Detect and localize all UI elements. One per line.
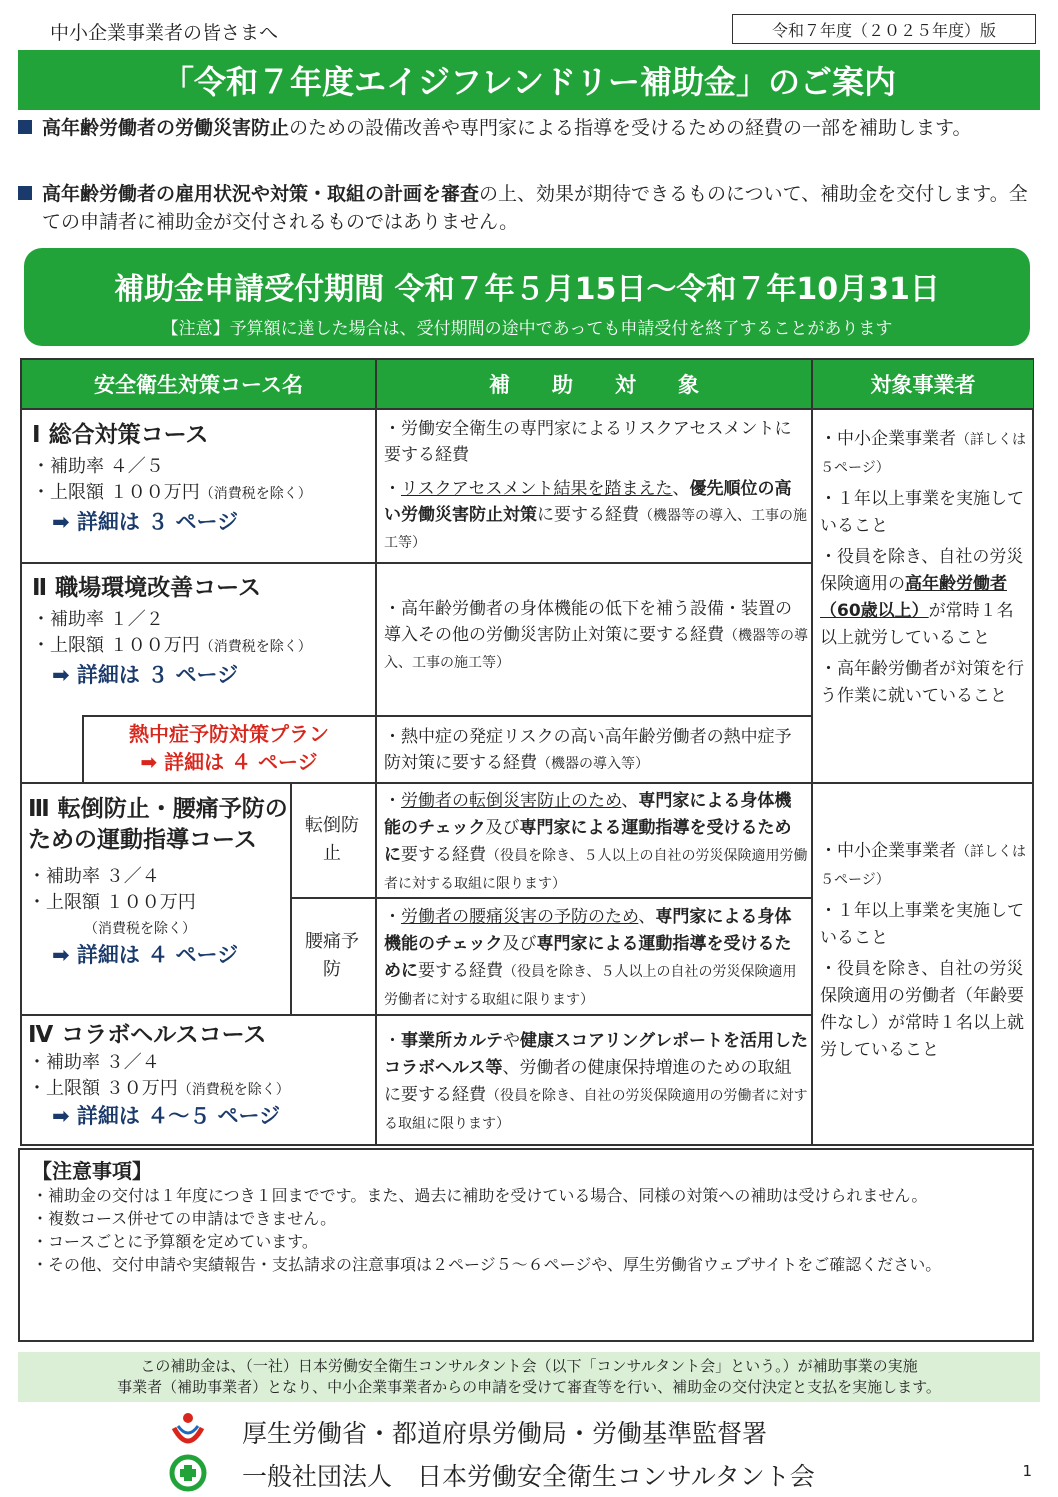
square-bullet-icon <box>18 186 32 200</box>
bullet-2-bold: 高年齢労働者の雇用状況や対策・取組の計画を審査 <box>42 183 480 205</box>
edition-badge: 令和７年度（２０２５年度）版 <box>732 14 1036 44</box>
course-2 <box>32 575 372 688</box>
heat-plan-title: 熱中症予防対策プラン <box>129 722 329 746</box>
page-number: 1 <box>1022 1462 1032 1480</box>
course-2-target-note: （機器等の導入、工事の施工等） <box>384 628 808 671</box>
bullet-1 <box>18 114 1038 142</box>
eligible-2-line-1: ・中小企業事業者 <box>820 841 956 861</box>
heat-plan-target-text: ・熱中症の発症リスクの高い高年齢労働者の熱中症予防対策に要する経費 <box>384 727 792 773</box>
course-2-limit: ・上限額 １００万円 <box>32 635 200 656</box>
divider <box>22 408 1034 410</box>
addressee: 中小企業事業者の皆さまへ <box>50 22 279 44</box>
note-item-4: ・その他、交付申請や実績報告・支払請求の注意事項は２ページ５～６ページや、厚生労働省ウェブサイトをご確認ください。 <box>32 1255 942 1274</box>
course-1-limit: ・上限額 １００万円 <box>32 482 200 503</box>
divider <box>82 715 811 717</box>
course-4-rate: ・補助率 ３／４ <box>28 1052 160 1073</box>
course-4-t-note: （役員を除き、自社の労災保険適用の労働者に対する取組に限ります） <box>384 1088 808 1132</box>
page-title: 「令和７年度エイジフレンドリー補助金」のご案内 <box>18 50 1040 110</box>
divider <box>811 360 813 1146</box>
course-3-target-2: ・労働者の腰痛災害の予防のため、専門家による身体機能のチェック及び専門家による運動指導を受けるために要する経費（役員を除き、５人以上の自社の労災保険適用労働者に対する取組に限ります） <box>384 907 797 1008</box>
eligible-1-line-2: ・１年以上事業を実施していること <box>820 489 1024 536</box>
course-3-t1-rest: 要する経費 <box>401 845 486 865</box>
course-1 <box>32 422 372 535</box>
footer-info-1: この補助金は、（一社）日本労働安全衛生コンサルタント会（以下「コンサルタント会」という。）が補助事業の実施 <box>140 1357 918 1375</box>
square-bullet-icon <box>18 120 32 134</box>
course-3-t1-mid: 及び <box>485 818 520 838</box>
course-4-t-bold-1: 事業所カルテ <box>401 1031 503 1051</box>
eligible-1-line-1-note: （詳しくは５ページ） <box>820 432 1026 476</box>
eligible-1-line-3a: ・役員を除き、自社の労災保険適用の <box>820 547 1024 594</box>
course-1-tax: （消費税を除く） <box>199 486 312 502</box>
course-3-limit: ・上限額 １００万円 <box>28 892 196 913</box>
eligible-2-line-3: ・役員を除き、自社の労災保険適用の労働者（年齢要件なし）が常時１名以上就労していること <box>820 959 1024 1060</box>
sub-fall-prevention: 転倒防止 <box>305 815 359 864</box>
heat-plan <box>84 720 374 776</box>
course-2-rate: ・補助率 １／２ <box>32 609 164 630</box>
course-2-detail-link[interactable]: ➡ 詳細は ３ ページ <box>52 663 239 687</box>
course-3-t2-bold-2: 専門家による運動指導を受けるために <box>384 934 792 981</box>
course-3-rate: ・補助率 ３／４ <box>28 866 160 887</box>
course-4-tax: （消費税を除く） <box>177 1082 290 1098</box>
course-1-target-1: ・労働安全衛生の専門家によるリスクアセスメントに要する経費 <box>384 419 792 465</box>
course-3-t1-note: （役員を除き、５人以上の自社の労災保険適用労働者に対する取組に限ります） <box>384 848 808 892</box>
course-1-target: ・労働安全衛生の専門家によるリスクアセスメントに要する経費 ・リスクアセスメント結果を踏まえた、優先順位の高い労働災害防止対策に要する経費（機器等の導入、工事の施工等） <box>384 416 808 556</box>
course-table <box>20 358 1034 1146</box>
heat-plan-detail-link[interactable]: ➡ 詳細は ４ ページ <box>140 750 318 774</box>
divider <box>22 1014 811 1016</box>
bullet-2-text: の上、効果が期待できるものについて、補助金を交付します。全ての申請者に補助金が交付されるものではありません。 <box>42 183 1028 233</box>
eligible-group-2 <box>820 838 1026 1064</box>
course-3 <box>28 794 288 968</box>
eligible-2-line-1-note: （詳しくは５ページ） <box>820 844 1026 888</box>
period-main: 補助金申請受付期間 令和７年５月15日～令和７年10月31日 <box>114 272 940 307</box>
header-eligible: 対象事業者 <box>813 360 1033 408</box>
course-4-title: Ⅳ コラボヘルスコース <box>28 1022 267 1048</box>
course-2-target <box>384 596 808 676</box>
bullet-2 <box>18 180 1038 236</box>
eligible-group-1 <box>820 426 1026 710</box>
course-1-target-2-rest: に要する経費 <box>537 505 639 525</box>
footer-info-box <box>18 1352 1040 1402</box>
course-4 <box>28 1022 373 1129</box>
org-mhlw: 厚生労働省・都道府県労働局・労働基準監督署 <box>242 1419 768 1448</box>
notes-title: 【注意事項】 <box>32 1159 152 1183</box>
course-3-t2-mid: 及び <box>502 934 537 954</box>
course-1-rate: ・補助率 ４／５ <box>32 456 164 477</box>
course-3-t2-bold-1: 専門家による身体機能のチェック <box>384 907 792 954</box>
bullet-1-bold: 高年齢労働者の労働災害防止 <box>42 117 290 139</box>
eligible-2-line-2: ・１年以上事業を実施していること <box>820 901 1024 948</box>
course-3-t1-underline: 労働者の転倒災害防止のため <box>401 791 622 811</box>
application-period-box <box>24 248 1030 346</box>
course-2-title: Ⅱ 職場環境改善コース <box>32 575 262 601</box>
heat-plan-target <box>384 724 808 777</box>
course-4-limit: ・上限額 ３０万円 <box>28 1078 178 1099</box>
course-1-detail-link[interactable]: ➡ 詳細は ３ ページ <box>52 510 239 534</box>
divider <box>290 782 292 1014</box>
course-1-target-2-bold: 優先順位の高い労働災害防止対策 <box>384 479 792 525</box>
course-2-tax: （消費税を除く） <box>199 639 312 655</box>
header-target: 補 助 対 象 <box>377 360 811 408</box>
course-1-target-2-underline: リスクアセスメント結果を踏まえた <box>401 479 673 499</box>
eligible-1-line-3b: 高年齢労働者（60歳以上） <box>820 574 1007 621</box>
heat-plan-target-note: （機器の導入等） <box>537 756 649 772</box>
divider <box>22 782 1034 784</box>
notes-box <box>18 1148 1034 1342</box>
divider <box>22 562 811 564</box>
course-3-t2-note: （役員を除き、５人以上の自社の労災保険適用労働者に対する取組に限ります） <box>384 964 797 1008</box>
eligible-1-line-3c: が常時１名以上就労していること <box>820 601 1014 648</box>
footer-info-2: 事業者（補助事業者）となり、中小企業事業者からの申請を受けて審査等を行い、補助金の交付決定と支払を実施します。 <box>117 1378 941 1396</box>
course-3-t1-bold-1: 専門家による身体機能のチェック <box>384 791 792 838</box>
sub-back-pain-prevention: 腰痛予防 <box>305 931 359 980</box>
org-consultant: 一般社団法人 日本労働安全衛生コンサルタント会 <box>242 1462 815 1491</box>
bullet-1-text: のための設備改善や専門家による指導を受けるための経費の一部を補助します。 <box>289 117 972 139</box>
course-1-target-2-note: （機器等の導入、工事の施工等） <box>384 508 807 551</box>
period-note: 【注意】予算額に達した場合は、受付期間の途中であっても申請受付を終了することがあります <box>161 319 893 339</box>
eligible-1-line-4: ・高年齢労働者が対策を行う作業に就いていること <box>820 659 1024 706</box>
course-3-title: Ⅲ 転倒防止・腰痛予防のための運動指導コース <box>28 796 288 853</box>
course-4-t-rest: 、労働者の健康保持増進のための取組に要する経費 <box>384 1058 792 1105</box>
course-3-t1-bold-2: 専門家による運動指導を受けるために <box>384 818 792 865</box>
note-item-2: ・複数コース併せての申請はできません。 <box>32 1209 337 1228</box>
note-item-3: ・コースごとに予算額を定めています。 <box>32 1232 318 1251</box>
course-2-target-text: ・高年齢労働者の身体機能の低下を補う設備・装置の導入その他の労働災害防止対策に要する経費 <box>384 599 792 645</box>
course-4-t-bold-2: 健康スコアリングレポートを活用したコラボヘルス等 <box>384 1031 808 1078</box>
divider <box>375 360 377 1146</box>
course-3-tax: （消費税を除く） <box>84 921 196 937</box>
consultant-logo-icon <box>168 1453 208 1493</box>
course-4-detail-link[interactable]: ➡ 詳細は ４～５ ページ <box>52 1104 281 1128</box>
course-1-title: Ⅰ 総合対策コース <box>32 422 209 448</box>
course-3-detail-link[interactable]: ➡ 詳細は ４ ページ <box>52 943 239 967</box>
note-item-1: ・補助金の交付は１年度につき１回までです。また、過去に補助を受けている場合、同様の対策への補助は受けられません。 <box>32 1186 928 1205</box>
course-4-t-mid: や <box>503 1031 520 1051</box>
mhlw-logo-icon <box>168 1410 208 1450</box>
header-course-name: 安全衛生対策コース名 <box>22 360 375 408</box>
course-3-target-1: ・労働者の転倒災害防止のため、専門家による身体機能のチェック及び専門家による運動指導を受けるために要する経費（役員を除き、５人以上の自社の労災保険適用労働者に対する取組に限ります） <box>384 791 808 892</box>
eligible-1-line-1: ・中小企業事業者 <box>820 429 956 449</box>
course-3-t2-underline: 労働者の腰痛災害の予防のため <box>401 907 639 927</box>
course-4-target: ・事業所カルテや健康スコアリングレポートを活用したコラボヘルス等、労働者の健康保持増進のための取組に要する経費（役員を除き、自社の労災保険適用の労働者に対する取組に限ります） <box>384 1031 808 1132</box>
course-3-t2-rest: 要する経費 <box>418 961 503 981</box>
